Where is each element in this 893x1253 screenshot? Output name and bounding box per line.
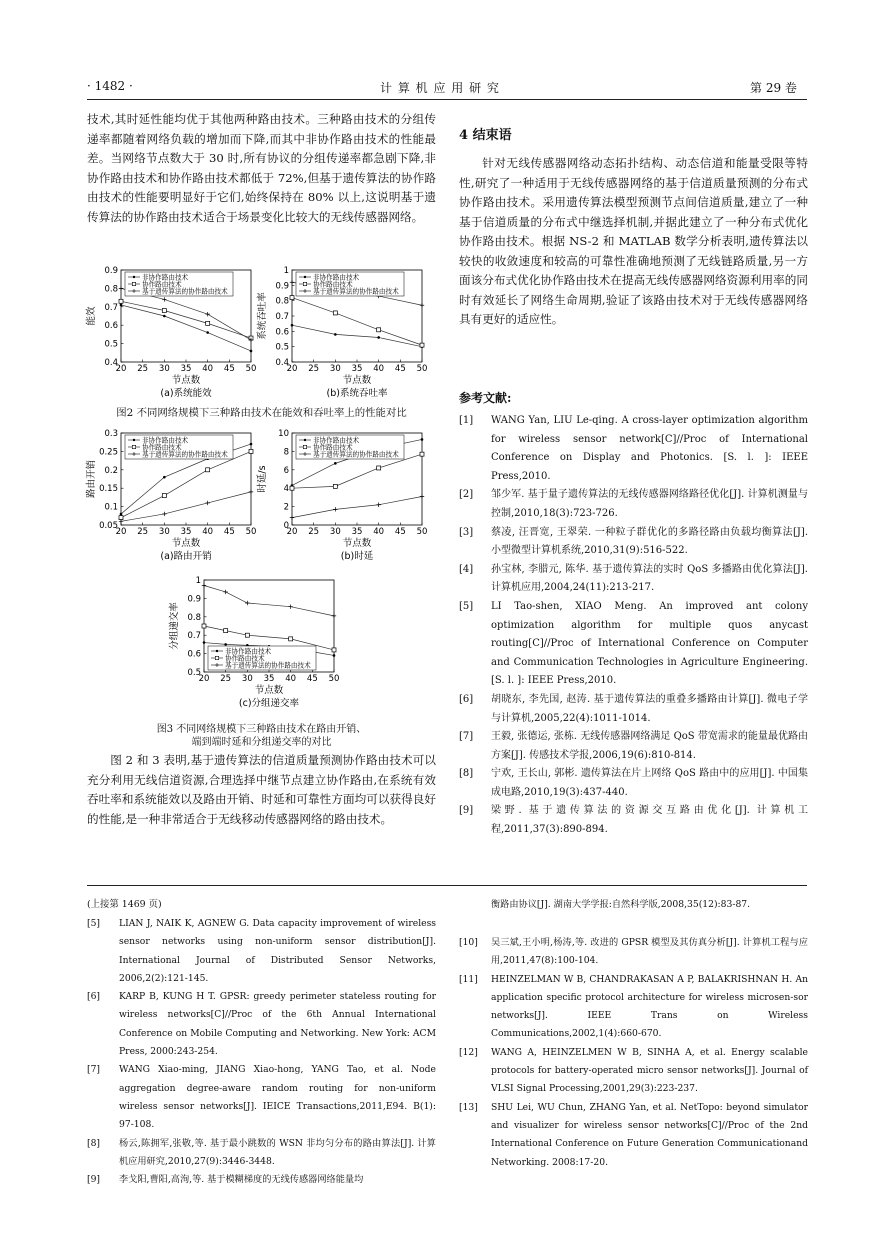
series-line xyxy=(121,492,251,521)
reference-item xyxy=(459,598,808,691)
legend-marker xyxy=(303,282,306,285)
y-tick-label: 0.5 xyxy=(275,342,289,353)
series-line xyxy=(292,325,422,346)
data-point xyxy=(333,507,337,511)
y-tick-label: 2 xyxy=(283,502,289,513)
legend-marker xyxy=(215,656,218,659)
reference-item xyxy=(459,971,808,1044)
y-axis-label: 路由开销 xyxy=(86,459,97,499)
reference-text: HEINZELMAN W B, CHANDRAKASAN A P, BALAKRISHNAN H. An application specific protocol architecture for wireless microsen-sor networks[J]. IEEE Trans on Wireless Communications,2002,1(4):660-670. xyxy=(491,973,808,1040)
legend-label: 非协作路由技术 xyxy=(225,647,272,656)
data-point xyxy=(421,438,424,441)
data-point xyxy=(376,503,380,507)
legend-label: 协作路由技术 xyxy=(313,443,353,452)
y-tick-label: 4 xyxy=(283,484,289,495)
reference-text: 吴三斌,王小明,杨涛,等. 改进的 GPSR 模型及其仿真分析[J]. 计算机工程与应用,2011,47(8):100-104. xyxy=(491,937,808,967)
figure3-caption-line2: 端到端时延和分组递交率的对比 xyxy=(191,737,332,748)
reference-text: 蔡凌, 汪晋宽, 王翠荣. 一种粒子群优化的多路径路由负载均衡算法[J]. 小型微型计算机系统,2010,31(9):516-522. xyxy=(491,526,808,557)
x-tick-label: 25 xyxy=(308,364,320,374)
x-axis-label: 节点数 xyxy=(342,375,372,386)
reference-text: KARP B, KUNG H T. GPSR: greedy perimeter stateless routing for wireless networks[C]//Proc of the 6th Annual International Conference on Mobile Computing and Networking. New York: ACM Press, 2000:243-254. xyxy=(119,991,436,1058)
x-tick-label: 35 xyxy=(351,364,363,374)
data-point xyxy=(205,501,209,505)
legend-marker xyxy=(304,276,306,278)
body-text: 技术,其时延性能均优于其他两种路由技术。三种路由技术的分组传递率都随着网络负载的增加而下降,而其中非协作路由技术的性能最差。当网络节点数大于 30 时,所有协议的分组传递率都急剧下降,非协作路由技术和协作路由技术都低于 72%,但基于遗传算法的协作路由技术的性能要明显好于它们,始终保持在 80% 以上,这说明基于遗传算法的协作路由技术适合于场景变化比较大的无线传感器网络。 xyxy=(87,112,436,224)
x-tick-label: 20 xyxy=(115,364,127,374)
series-line xyxy=(292,496,422,517)
data-point xyxy=(203,641,206,644)
reference-item xyxy=(459,1099,808,1172)
y-tick-label: 0.7 xyxy=(187,631,201,642)
data-point xyxy=(291,324,294,327)
reference-item xyxy=(459,524,808,561)
x-tick-label: 40 xyxy=(285,674,297,684)
data-point xyxy=(119,516,123,520)
x-tick-label: 25 xyxy=(137,527,149,537)
conclusion-paragraph xyxy=(459,154,808,330)
x-tick-label: 20 xyxy=(115,527,127,537)
reference-number: [6] xyxy=(459,693,474,705)
x-tick-label: 40 xyxy=(373,364,385,374)
reference-number: [7] xyxy=(459,731,474,743)
footnote-reference-continuation: 衡路由协议[J]. 湖南大学学报:自然科学版,2008,35(12):83-87. xyxy=(491,899,751,910)
data-point xyxy=(377,336,380,339)
data-point xyxy=(249,490,253,494)
x-tick-label: 45 xyxy=(394,527,406,537)
data-point xyxy=(334,333,337,336)
y-tick-label: 0.4 xyxy=(104,358,118,368)
data-point xyxy=(120,513,123,516)
data-point xyxy=(202,583,206,587)
y-tick-label: 0.5 xyxy=(104,339,118,350)
x-tick-label: 50 xyxy=(416,527,428,537)
reference-number: [5] xyxy=(459,600,474,612)
reference-item xyxy=(459,412,808,486)
reference-number: [11] xyxy=(459,973,478,985)
y-tick-label: 0.8 xyxy=(104,284,118,295)
x-axis-label: 节点数 xyxy=(171,375,201,386)
x-tick-label: 25 xyxy=(308,527,320,537)
data-point xyxy=(120,304,123,307)
data-point xyxy=(333,484,337,488)
reference-number: [8] xyxy=(459,768,474,780)
y-tick-label: 1 xyxy=(283,266,289,276)
data-point xyxy=(206,468,210,472)
reference-text: 邹少军. 基于量子遗传算法的无线传感器网络路径优化[J]. 计算机测量与控制,2010,18(3):723-726. xyxy=(491,489,808,519)
x-tick-label: 40 xyxy=(202,527,214,537)
x-tick-label: 40 xyxy=(202,364,214,374)
figure2-caption: 图2 不同网络规模下三种路由技术在能效和吞吐率上的性能对比 xyxy=(116,407,407,419)
y-axis-label: 系统吞吐率 xyxy=(257,292,268,340)
data-point xyxy=(290,296,294,300)
chart-sublabel: (b)时延 xyxy=(340,551,374,562)
y-tick-label: 0 xyxy=(283,521,289,531)
x-tick-label: 40 xyxy=(373,527,385,537)
data-point xyxy=(245,633,249,637)
reference-text: 宁欢, 王长山, 郭彬. 遗传算法在片上网络 QoS 路由中的应用[J]. 中国集成电路,2010,19(3):437-440. xyxy=(491,768,808,798)
legend-label: 协作路由技术 xyxy=(313,280,353,289)
data-point xyxy=(377,328,381,332)
footnote-references-left xyxy=(87,915,436,1189)
x-axis-label: 节点数 xyxy=(254,685,284,696)
y-axis-label: 分组递交率 xyxy=(169,602,180,650)
reference-text: LIAN J, NAIK K, AGNEW G. Data capacity improvement of wireless sensor networks using non-uniform sensor distribution[J]. International Journal of Distributed Sensor Networks, 2006,2(2):121-145. xyxy=(119,918,436,984)
reference-text: WANG Yan, LIU Le-qing. A cross-layer optimization algorithm for wireless sensor network[C]//Proc of International Conference on Display and Photonics. [S. l. ]: IEEE Press,2010. xyxy=(491,415,808,482)
data-point xyxy=(245,601,249,605)
chart-routing-overhead xyxy=(85,425,265,570)
y-tick-label: 0.1 xyxy=(104,502,118,513)
data-point xyxy=(332,648,336,652)
legend-label: 协作路由技术 xyxy=(142,280,182,289)
y-tick-label: 0.8 xyxy=(187,612,201,623)
series-line xyxy=(292,454,422,488)
data-point xyxy=(163,315,166,318)
x-tick-label: 35 xyxy=(263,674,275,684)
y-tick-label: 0.6 xyxy=(104,321,118,332)
volume-label: 第 29 卷 xyxy=(750,81,797,95)
legend-label: 非协作路由技术 xyxy=(313,273,360,282)
y-tick-label: 0.9 xyxy=(104,266,118,276)
data-point xyxy=(420,452,424,456)
reference-text: 王毅, 张德运, 张栋. 无线传感器网络满足 QoS 带宽需求的能量最优路由方案[J]. 传感技术学报,2006,19(6):810-814. xyxy=(491,731,808,761)
reference-text: WANG Xiao-ming, JIANG Xiao-hong, YANG Tao, et al. Node aggregation degree-aware random routing for non-uniform wireless sensor networks[J]. IEICE Transactions,2011,E94. B(1): 97-108. xyxy=(119,1064,436,1131)
legend-label: 非协作路由技术 xyxy=(142,436,189,445)
reference-number: [9] xyxy=(87,1174,101,1186)
data-point xyxy=(334,462,337,465)
x-tick-label: 45 xyxy=(306,674,318,684)
data-point xyxy=(290,486,294,490)
y-axis-label: 时延/s xyxy=(257,465,268,493)
continued-from-label: (上接第 1469 页) xyxy=(87,899,162,910)
y-tick-label: 0.6 xyxy=(187,649,201,660)
data-point xyxy=(224,629,228,633)
reference-item xyxy=(87,915,436,988)
series-line xyxy=(204,586,334,616)
x-tick-label: 50 xyxy=(416,364,428,374)
data-point xyxy=(205,312,209,316)
data-point xyxy=(420,303,424,307)
legend-label: 协作路由技术 xyxy=(142,443,182,452)
y-tick-label: 0.7 xyxy=(275,312,289,322)
x-tick-label: 50 xyxy=(245,527,257,537)
body-text: 针对无线传感器网络动态拓扑结构、动态信道和能量受限等特性,研究了一种适用于无线传感器网络的基于信道质量预测的分布式协作路由技术。采用遗传算法模型预测节点间信道质量,建立了一种基于信道质量的分布式中继选择机制,并据此建立了一种分布式优化协作路由技术。根据 NS-2 和 MATLAB 数学分析表明,遗传算法以较快的收敛速度和较高的可靠性准确地预测了无线链路质量,另一方面该分布式优化协作路由技术在提高无线传感器网络资源利用率的同时有效延长了网络生命周期,验证了该路由技术对于无线传感器网络具有更好的适应性。 xyxy=(459,156,808,326)
data-point xyxy=(162,308,166,312)
x-tick-label: 30 xyxy=(241,674,253,684)
footnote-references-right xyxy=(459,934,808,1172)
legend-marker xyxy=(132,445,135,448)
y-tick-label: 0.3 xyxy=(104,429,118,439)
y-tick-label: 0.7 xyxy=(104,302,118,313)
data-point xyxy=(223,590,227,594)
reference-text: 梁野. 基于遗传算法的资源交互路由优化[J]. 计算机工程,2011,37(3):890-894. xyxy=(491,805,808,836)
y-tick-label: 0.6 xyxy=(275,327,289,338)
reference-number: [5] xyxy=(87,918,101,929)
x-tick-label: 45 xyxy=(223,364,235,374)
y-tick-label: 0.2 xyxy=(104,465,118,476)
x-axis-label: 节点数 xyxy=(171,538,201,549)
series-line xyxy=(121,451,251,517)
y-tick-label: 0.8 xyxy=(275,296,289,307)
legend-marker xyxy=(133,439,135,441)
reference-number: [12] xyxy=(459,1046,478,1058)
references-list xyxy=(459,412,808,840)
data-point xyxy=(224,643,227,646)
reference-text: LI Tao-shen, XIAO Meng. An improved ant colony optimization algorithm for multiple quos anycast routing[C]//Proc of International Conference on Computer and Communication Technologies in Agriculture Engineering. [S. l. ]: IEEE Press,2010. xyxy=(491,600,808,687)
reference-text: 孙宝林, 李腊元, 陈华. 基于遗传算法的实时 QoS 多播路由优化算法[J]. 计算机应用,2004,24(11):213-217. xyxy=(491,563,808,594)
reference-text: WANG A, HEINZELMEN W B, SINHA A, et al. Energy scalable protocols for battery-operated micro sensor networks[J]. Journal of VLSI Signal Processing,2001,29(3):223-237. xyxy=(491,1046,808,1095)
x-tick-label: 20 xyxy=(286,527,298,537)
x-tick-label: 35 xyxy=(180,364,192,374)
data-point xyxy=(332,614,336,618)
reference-item xyxy=(459,1044,808,1099)
legend-label: 基于遗传算法的协作路由技术 xyxy=(142,450,228,459)
figure3-caption-line1: 图3 不同网络规模下三种路由技术在路由开销、 xyxy=(156,724,367,735)
reference-item xyxy=(459,561,808,598)
chart-sublabel: (b)系统吞吐率 xyxy=(326,388,388,399)
footnote-rule xyxy=(87,885,807,886)
reference-number: [6] xyxy=(87,991,101,1003)
reference-text: 杨云,陈拥军,张敬,等. 基于最小跳数的 WSN 非均匀分布的路由算法[J]. 计算机应用研究,2010,27(9):3446-3448. xyxy=(119,1137,436,1167)
y-tick-label: 10 xyxy=(278,429,289,439)
x-tick-label: 35 xyxy=(351,527,363,537)
reference-number: [3] xyxy=(459,526,474,538)
legend-label: 基于遗传算法的协作路由技术 xyxy=(313,287,399,296)
x-tick-label: 25 xyxy=(220,674,232,684)
reference-number: [1] xyxy=(459,415,474,426)
y-tick-label: 0.05 xyxy=(99,521,118,531)
x-tick-label: 50 xyxy=(245,364,257,374)
data-point xyxy=(249,449,253,453)
x-tick-label: 30 xyxy=(329,527,341,537)
y-tick-label: 8 xyxy=(283,447,289,458)
reference-text: 胡晓东, 李先国, 赵涛. 基于遗传算法的重叠多播路由计算[J]. 微电子学与计算机,2005,22(4):1011-1014. xyxy=(491,693,808,724)
series-line xyxy=(292,298,422,346)
x-tick-label: 20 xyxy=(286,364,298,374)
legend-marker xyxy=(133,276,135,278)
legend-label: 基于遗传算法的协作路由技术 xyxy=(142,287,228,296)
data-point xyxy=(333,311,337,315)
reference-number: [8] xyxy=(87,1137,101,1149)
data-point xyxy=(162,297,166,301)
reference-item xyxy=(459,486,808,523)
legend-marker xyxy=(304,439,306,441)
legend-label: 非协作路由技术 xyxy=(142,273,189,282)
data-point xyxy=(119,286,123,290)
reference-item xyxy=(459,934,808,971)
chart-sublabel: (a)路由开销 xyxy=(160,551,212,562)
data-point xyxy=(377,466,381,470)
data-point xyxy=(289,637,293,641)
x-tick-label: 45 xyxy=(223,527,235,537)
page-number: · 1482 · xyxy=(87,79,133,93)
reference-number: [2] xyxy=(459,489,474,501)
reference-item xyxy=(459,802,808,839)
data-point xyxy=(119,299,123,303)
y-tick-label: 0.15 xyxy=(99,484,118,495)
chart-packet-delivery-ratio xyxy=(168,572,348,717)
y-tick-label: 6 xyxy=(283,465,289,476)
x-tick-label: 30 xyxy=(158,527,170,537)
reference-item xyxy=(459,728,808,765)
data-point xyxy=(163,476,166,479)
y-tick-label: 0.5 xyxy=(187,668,201,678)
reference-item xyxy=(87,1171,436,1189)
x-tick-label: 20 xyxy=(198,674,210,684)
references-heading: 参考文献: xyxy=(459,391,512,405)
data-point xyxy=(162,512,166,516)
data-point xyxy=(206,331,209,334)
x-tick-label: 35 xyxy=(180,527,192,537)
reference-text: 李戈阳,曹阳,高洵,等. 基于模糊梯度的无线传感器网络能量均 xyxy=(119,1174,364,1186)
reference-item xyxy=(459,691,808,728)
data-point xyxy=(206,321,210,325)
data-point xyxy=(202,624,206,628)
journal-title: 计 算 机 应 用 研 究 xyxy=(380,81,500,95)
data-point xyxy=(290,515,294,519)
chart-system-energy-efficiency xyxy=(85,262,265,407)
reference-item xyxy=(87,1135,436,1172)
chart-sublabel: (a)系统能效 xyxy=(160,388,212,399)
reference-number: [9] xyxy=(459,805,474,817)
data-point xyxy=(288,604,292,608)
legend-label: 非协作路由技术 xyxy=(313,436,360,445)
data-point xyxy=(250,443,253,446)
data-point xyxy=(420,343,424,347)
legend-label: 基于遗传算法的协作路由技术 xyxy=(225,661,311,670)
legend-marker xyxy=(132,282,135,285)
reference-number: [13] xyxy=(459,1101,478,1113)
data-point xyxy=(420,494,424,498)
left-paragraph-1 xyxy=(87,110,436,227)
chart-sublabel: (c)分组递交率 xyxy=(238,698,300,709)
reference-item xyxy=(459,765,808,802)
y-tick-label: 0.9 xyxy=(187,594,201,605)
chart-delay xyxy=(256,425,436,570)
y-axis-label: 能效 xyxy=(86,306,97,326)
left-paragraph-2 xyxy=(87,751,436,829)
data-point xyxy=(162,494,166,498)
x-tick-label: 30 xyxy=(158,364,170,374)
chart-system-throughput xyxy=(256,262,436,407)
x-tick-label: 30 xyxy=(329,364,341,374)
data-point xyxy=(250,350,253,353)
legend-label: 基于遗传算法的协作路由技术 xyxy=(313,450,399,459)
reference-number: [4] xyxy=(459,563,474,575)
data-point xyxy=(333,654,336,657)
legend-marker xyxy=(216,650,218,652)
reference-number: [10] xyxy=(459,937,478,948)
x-tick-label: 45 xyxy=(394,364,406,374)
section-heading-conclusion: 4 结束语 xyxy=(459,128,512,143)
header-rule xyxy=(87,99,807,100)
legend-marker xyxy=(303,445,306,448)
reference-number: [7] xyxy=(87,1064,101,1076)
x-axis-label: 节点数 xyxy=(342,538,372,549)
x-tick-label: 25 xyxy=(137,364,149,374)
x-tick-label: 50 xyxy=(328,674,340,684)
reference-text: SHU Lei, WU Chun, ZHANG Yan, et al. NetTopo: beyond simulator and visualizer for wireless sensor networks[C]//Proc of the 2nd International Conference on Future Generation Communicationand Networking. 2008:17-20. xyxy=(491,1101,808,1168)
y-tick-label: 0.25 xyxy=(99,447,118,458)
data-point xyxy=(290,280,294,284)
y-tick-label: 0.4 xyxy=(275,358,289,368)
reference-item xyxy=(87,988,436,1061)
y-tick-label: 0.9 xyxy=(275,281,289,292)
body-text: 图 2 和 3 表明,基于遗传算法的信道质量预测协作路由技术可以充分利用无线信道资源,合理选择中继节点建立协作路由,在系统有效吞吐率和系统能效以及路由开销、时延和可靠性方面均可以获得良好的性能,是一种非常适合于无线移动传感器网络的路由技术。 xyxy=(87,753,436,826)
y-tick-label: 1 xyxy=(195,576,201,586)
legend-label: 协作路由技术 xyxy=(225,654,265,663)
reference-item xyxy=(87,1061,436,1134)
